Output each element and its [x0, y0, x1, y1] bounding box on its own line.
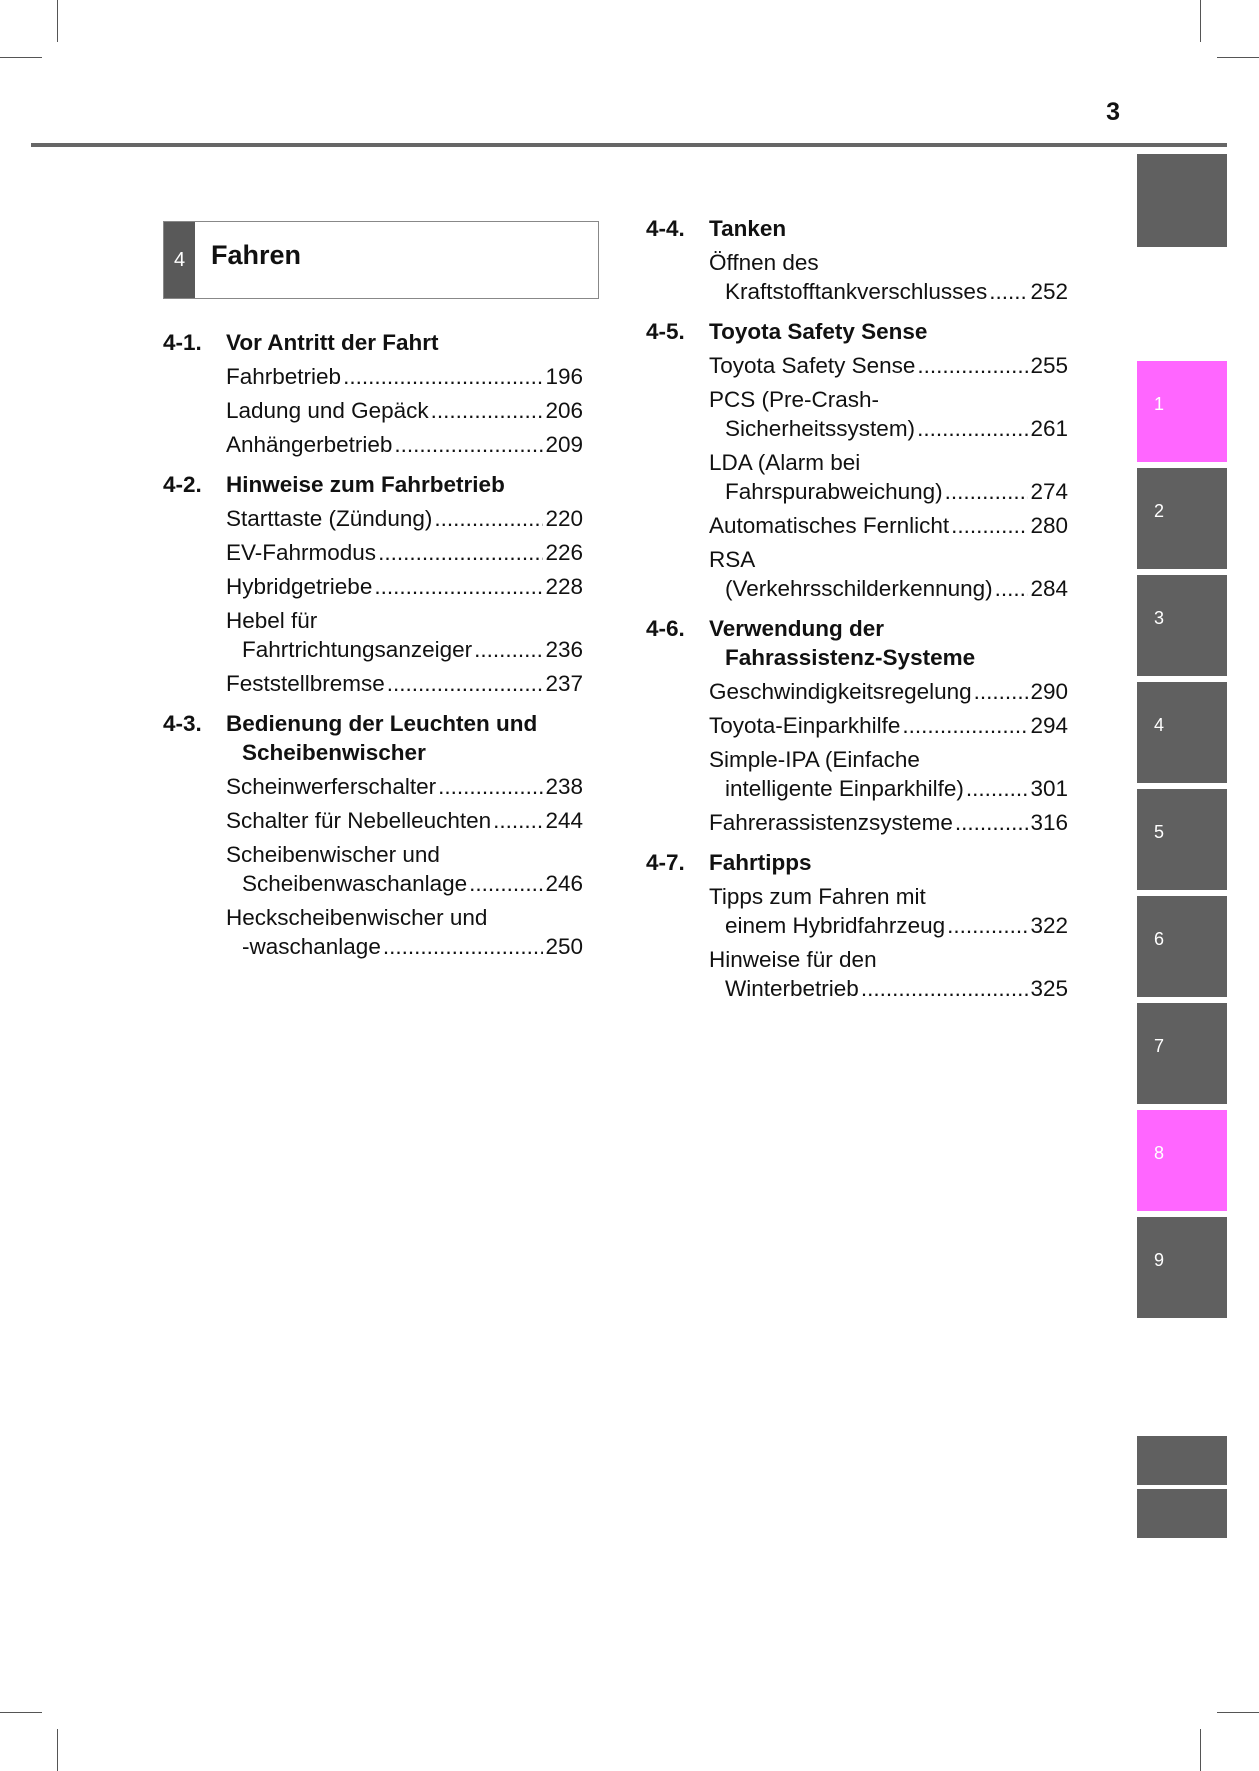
toc-entry[interactable]: [709, 808, 1068, 837]
toc-entry[interactable]: [226, 430, 583, 459]
crop-mark: [57, 0, 58, 42]
section-title: [709, 214, 1068, 243]
section-title: [709, 848, 1068, 877]
toc-entry-line: [709, 248, 1068, 277]
toc-entry-line: [226, 903, 583, 932]
toc-entry-line: [709, 745, 1068, 774]
toc-entry[interactable]: [709, 448, 1068, 506]
section-number: 4-2.: [163, 472, 202, 497]
toc-section-heading: [163, 328, 583, 357]
toc-entry[interactable]: [226, 538, 583, 567]
toc-entry[interactable]: [709, 385, 1068, 443]
toc-entry-text: Ladung und Gepäck: [226, 398, 429, 423]
toc-page-number: 316: [1030, 810, 1068, 835]
section-spacer: [646, 1008, 1068, 1014]
dot-leader: [493, 806, 543, 835]
toc-entry-text: Sicherheitssystem): [725, 416, 916, 441]
toc-entry-text: Heckscheibenwischer und: [226, 905, 488, 930]
toc-section-heading: [646, 214, 1068, 243]
section-title: [709, 317, 1068, 346]
chapter-tab-blank[interactable]: [1137, 1436, 1227, 1485]
dot-leader: [383, 932, 544, 961]
toc-section-heading: [163, 709, 583, 767]
dot-leader: [945, 477, 1029, 506]
toc-entry-line: [226, 635, 583, 664]
toc-entry-text: (Verkehrsschilderkennung): [725, 576, 993, 601]
toc-entry-text: LDA (Alarm bei: [709, 450, 861, 475]
section-title-line: Scheibenwischer: [242, 740, 426, 765]
toc-page-number: 244: [545, 808, 583, 833]
toc-entry[interactable]: [226, 504, 583, 533]
toc-entry-text: Automatisches Fernlicht: [709, 513, 950, 538]
toc-page-number: 252: [1030, 279, 1068, 304]
toc-page-number: 236: [545, 637, 583, 662]
toc-entry[interactable]: [709, 945, 1068, 1003]
toc-entry-line: [709, 511, 1068, 540]
toc-entry-line: [226, 840, 583, 869]
toc-page-number: 301: [1030, 776, 1068, 801]
toc-page-number: 196: [545, 364, 583, 389]
toc-page-number: 261: [1030, 416, 1068, 441]
toc-entry-line: [709, 277, 1068, 306]
toc-entry-text: Scheibenwischer und: [226, 842, 440, 867]
toc-entry[interactable]: [709, 351, 1068, 380]
toc-entry-line: [709, 574, 1068, 603]
toc-entry-line: [709, 774, 1068, 803]
section-title: [226, 709, 583, 767]
toc-entry-line: [226, 430, 583, 459]
crop-mark: [1217, 1712, 1259, 1713]
toc-page-number: 206: [545, 398, 583, 423]
toc-entry-text: RSA: [709, 547, 756, 572]
toc-entry-text: Starttaste (Zündung): [226, 506, 433, 531]
chapter-tab-2[interactable]: 2: [1137, 468, 1227, 569]
toc-page-number: 255: [1030, 353, 1068, 378]
toc-page-number: 325: [1030, 976, 1068, 1001]
toc-entry[interactable]: [226, 572, 583, 601]
toc-entry-line: [709, 882, 1068, 911]
toc-entry-text: Tipps zum Fahren mit: [709, 884, 926, 909]
dot-leader: [902, 711, 1028, 740]
dot-leader: [434, 504, 543, 533]
toc-entry-line: [709, 351, 1068, 380]
toc-entry-text: EV-Fahrmodus: [226, 540, 377, 565]
dot-leader: [995, 574, 1029, 603]
toc-entry-line: [709, 911, 1068, 940]
section-title-line: Toyota Safety Sense: [709, 319, 928, 344]
crop-mark: [57, 1729, 58, 1771]
toc-entry[interactable]: [226, 362, 583, 391]
chapter-tab-9[interactable]: 9: [1137, 1217, 1227, 1318]
toc-entry-line: [226, 869, 583, 898]
crop-mark: [1217, 57, 1259, 58]
chapter-header: [163, 221, 599, 299]
crop-mark: [1200, 1729, 1201, 1771]
toc-page-number: 238: [545, 774, 583, 799]
toc-section-heading: [646, 317, 1068, 346]
section-number: 4-4.: [646, 216, 685, 241]
section-number: 4-6.: [646, 616, 685, 641]
crop-mark: [1200, 0, 1201, 42]
toc-page-number: 294: [1030, 713, 1068, 738]
section-title-line: Fahrassistenz-Systeme: [725, 645, 976, 670]
toc-entry[interactable]: [709, 882, 1068, 940]
toc-entry-line: [709, 711, 1068, 740]
chapter-tab-blank[interactable]: [1137, 1489, 1227, 1538]
crop-mark: [0, 57, 42, 58]
toc-entry-line: [226, 362, 583, 391]
toc-entry-text: Hebel für: [226, 608, 318, 633]
toc-entry-text: Hinweise für den: [709, 947, 877, 972]
toc-section-heading: [646, 848, 1068, 877]
page-number: 3: [1106, 98, 1120, 126]
toc-entry[interactable]: [709, 711, 1068, 740]
dot-leader: [394, 430, 543, 459]
chapter-tab-6[interactable]: 6: [1137, 896, 1227, 997]
section-title-line: Verwendung der: [709, 616, 885, 641]
toc-entry-text: Schalter für Nebelleuchten: [226, 808, 492, 833]
dot-leader: [917, 414, 1028, 443]
section-title-line: Hinweise zum Fahrbetrieb: [226, 472, 505, 497]
toc-entry-text: Geschwindigkeitsregelung: [709, 679, 972, 704]
toc-entry-text: -waschanlage: [242, 934, 381, 959]
toc-entry-line: [226, 932, 583, 961]
toc-entry-text: Fahrerassistenzsysteme: [709, 810, 953, 835]
toc-entry-text: Fahrspurabweichung): [725, 479, 943, 504]
toc-entry[interactable]: [709, 511, 1068, 540]
dot-leader: [474, 635, 543, 664]
toc-entry-text: einem Hybridfahrzeug: [725, 913, 946, 938]
toc-page-number: 250: [545, 934, 583, 959]
toc-page-number: 226: [545, 540, 583, 565]
toc-page-number: 280: [1030, 513, 1068, 538]
toc-entry[interactable]: [709, 248, 1068, 306]
toc-entry-line: [226, 396, 583, 425]
toc-entry-line: [709, 448, 1068, 477]
toc-entry-text: Hybridgetriebe: [226, 574, 373, 599]
toc-entry-text: Scheinwerferschalter: [226, 774, 437, 799]
dot-leader: [378, 538, 543, 567]
toc-entry-line: [709, 677, 1068, 706]
toc-entry[interactable]: [226, 669, 583, 698]
toc-entry[interactable]: [226, 396, 583, 425]
toc-entry[interactable]: [226, 806, 583, 835]
toc-entry-line: [709, 414, 1068, 443]
toc-entry[interactable]: [226, 903, 583, 961]
toc-section-heading: [163, 470, 583, 499]
toc-entry-line: [226, 806, 583, 835]
toc-entry-line: [226, 538, 583, 567]
toc-entry-line: [709, 477, 1068, 506]
toc-entry-line: [226, 606, 583, 635]
toc-entry-text: Anhängerbetrieb: [226, 432, 393, 457]
toc-entry-text: Feststellbremse: [226, 671, 385, 696]
toc-entry-text: Winterbetrieb: [725, 976, 859, 1001]
toc-entry[interactable]: [226, 840, 583, 898]
dot-leader: [374, 572, 543, 601]
section-title-line: Tanken: [709, 216, 787, 241]
toc-entry-line: [709, 545, 1068, 574]
section-number: 4-5.: [646, 319, 685, 344]
toc-section-heading: [646, 614, 1068, 672]
dot-leader: [438, 772, 543, 801]
dot-leader: [431, 396, 544, 425]
toc-entry-text: Kraftstofftankverschlusses: [725, 279, 988, 304]
toc-entry-line: [709, 945, 1068, 974]
dot-leader: [861, 974, 1029, 1003]
toc-page-number: 284: [1030, 576, 1068, 601]
dot-leader: [917, 351, 1028, 380]
dot-leader: [989, 277, 1028, 306]
toc-entry-text: Simple-IPA (Einfache: [709, 747, 920, 772]
toc-entry-line: [709, 808, 1068, 837]
section-spacer: [163, 966, 583, 972]
toc-page-number: 237: [545, 671, 583, 696]
header-rule: [31, 143, 1227, 147]
toc-entry-text: PCS (Pre-Crash-: [709, 387, 880, 412]
toc-left-column: [163, 328, 583, 972]
chapter-tab-8[interactable]: 8: [1137, 1110, 1227, 1211]
toc-entry-text: Fahrtrichtungsanzeiger: [242, 637, 473, 662]
section-title-line: Fahrtipps: [709, 850, 812, 875]
section-title: [226, 328, 583, 357]
dot-leader: [951, 511, 1028, 540]
toc-page-number: 220: [545, 506, 583, 531]
toc-page-number: 228: [545, 574, 583, 599]
toc-entry-line: [226, 669, 583, 698]
toc-entry-line: [709, 385, 1068, 414]
toc-page-number: 209: [545, 432, 583, 457]
toc-entry-text: Toyota Safety Sense: [709, 353, 916, 378]
toc-page-number: 246: [545, 871, 583, 896]
section-title-line: Vor Antritt der Fahrt: [226, 330, 439, 355]
chapter-number: 4: [164, 222, 195, 298]
chapter-tab-3[interactable]: 3: [1137, 575, 1227, 676]
crop-mark: [0, 1712, 42, 1713]
section-title: [226, 470, 583, 499]
chapter-tab-5[interactable]: 5: [1137, 789, 1227, 890]
toc-page-number: 290: [1030, 679, 1068, 704]
toc-entry-line: [226, 772, 583, 801]
toc-entry-text: Öffnen des: [709, 250, 819, 275]
toc-entry-line: [226, 572, 583, 601]
toc-entry-line: [709, 974, 1068, 1003]
toc-page-number: 274: [1030, 479, 1068, 504]
toc-entry-text: Toyota-Einparkhilfe: [709, 713, 901, 738]
toc-entry-text: Fahrbetrieb: [226, 364, 342, 389]
dot-leader: [343, 362, 543, 391]
toc-entry[interactable]: [226, 772, 583, 801]
dot-leader: [974, 677, 1029, 706]
toc-entry-text: intelligente Einparkhilfe): [725, 776, 964, 801]
chapter-tab-1[interactable]: 1: [1137, 361, 1227, 462]
dot-leader: [966, 774, 1029, 803]
section-title-line: Bedienung der Leuchten und: [226, 711, 538, 736]
chapter-tab-7[interactable]: 7: [1137, 1003, 1227, 1104]
toc-entry[interactable]: [709, 677, 1068, 706]
toc-page-number: 322: [1030, 913, 1068, 938]
dot-leader: [955, 808, 1029, 837]
dot-leader: [469, 869, 543, 898]
toc-entry[interactable]: [709, 745, 1068, 803]
chapter-tab-blank[interactable]: [1137, 154, 1227, 247]
chapter-tab-4[interactable]: 4: [1137, 682, 1227, 783]
toc-entry-line: [226, 504, 583, 533]
toc-right-column: [646, 214, 1068, 1014]
dot-leader: [387, 669, 544, 698]
section-number: 4-3.: [163, 711, 202, 736]
toc-entry-text: Scheibenwaschanlage: [242, 871, 468, 896]
toc-entry[interactable]: [709, 545, 1068, 603]
section-number: 4-1.: [163, 330, 202, 355]
dot-leader: [947, 911, 1028, 940]
toc-entry[interactable]: [226, 606, 583, 664]
section-number: 4-7.: [646, 850, 685, 875]
chapter-title: Fahren: [211, 240, 302, 270]
section-title: [709, 614, 1068, 672]
